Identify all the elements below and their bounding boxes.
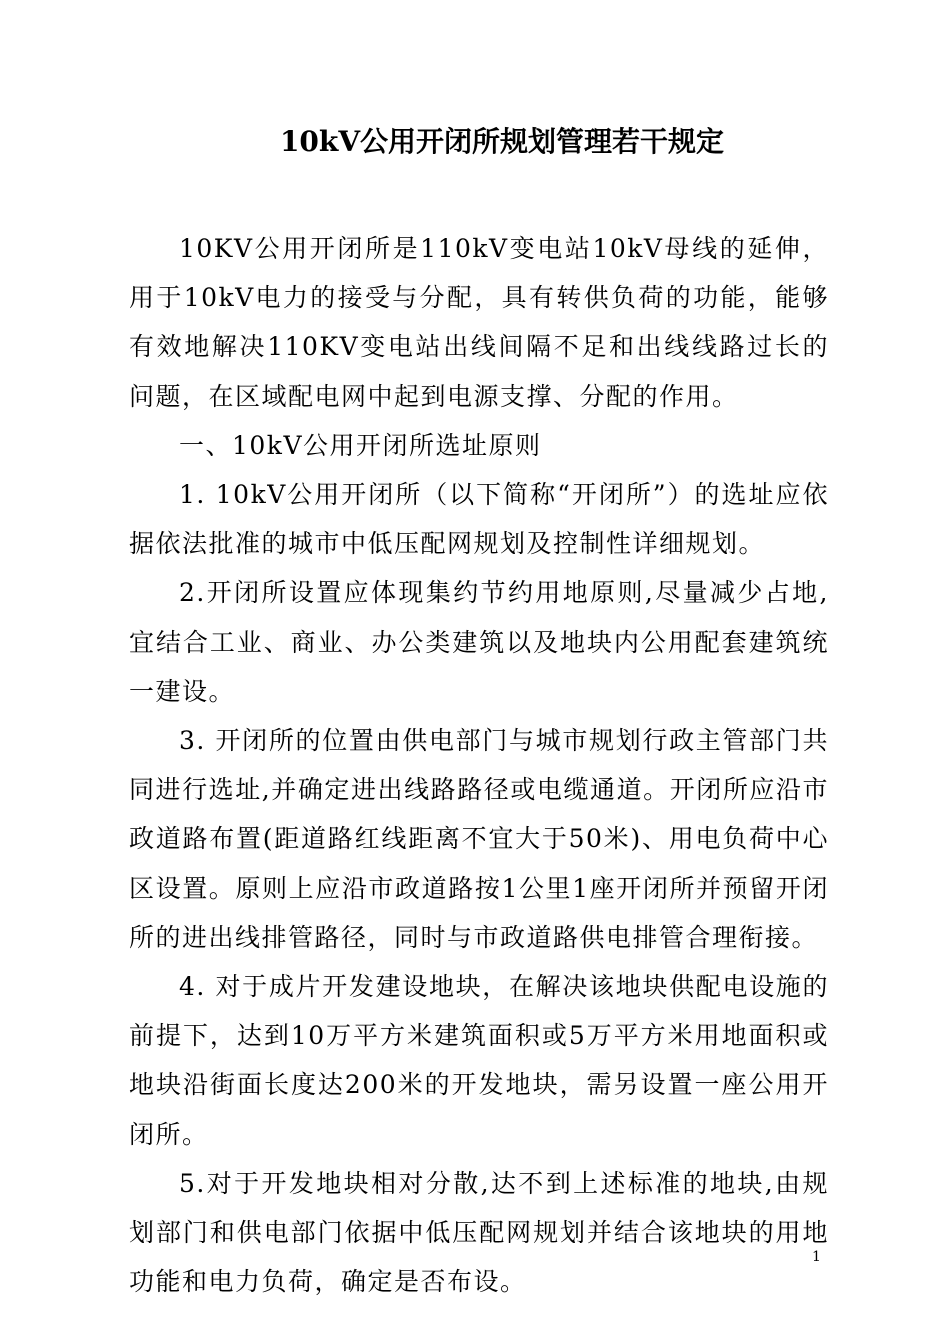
- clause-5: 5.对于开发地块相对分散,达不到上述标准的地块,由规划部门和供电部门依据中低压配网规划并结合该地块的用地功能和电力负荷，确定是否布设。: [129, 1168, 829, 1297]
- clause-1: 1. 10kV公用开闭所（以下简称“开闭所”）的选址应依据依法批准的城市中低压配网规划及控制性详细规划。: [129, 480, 829, 559]
- clause-4: 4. 对于成片开发建设地块，在解决该地块供配电设施的前提下，达到10万平方米建筑面积或5万平方米用地面积或地块沿街面长度达200米的开发地块，需另设置一座公用开闭所。: [129, 972, 829, 1149]
- document-title: 10kV公用开闭所规划管理若干规定: [279, 125, 725, 158]
- page-number: 1: [812, 1249, 821, 1265]
- document-body: [129, 224, 829, 1306]
- section-heading: 一、10kV公用开闭所选址原则: [179, 430, 542, 460]
- clause-3: 3. 开闭所的位置由供电部门与城市规划行政主管部门共同进行选址,并确定进出线路路径或电缆通道。开闭所应沿市政道路布置(距道路红线距离不宜大于50米)、用电负荷中心区设置。原则上应沿市政道路按1公里1座开闭所并预留开闭所的进出线排管路径，同时与市政道路供电排管合理衔接。: [129, 726, 829, 952]
- clause-2: 2.开闭所设置应体现集约节约用地原则,尽量减少占地,宜结合工业、商业、办公类建筑以及地块内公用配套建筑统一建设。: [129, 578, 829, 706]
- intro-paragraph: 10KV公用开闭所是110kV变电站10kV母线的延伸，用于10kV电力的接受与分配，具有转供负荷的功能，能够有效地解决110KV变电站出线间隔不足和出线线路过长的问题，在区域配电网中起到电源支撑、分配的作用。: [129, 234, 829, 411]
